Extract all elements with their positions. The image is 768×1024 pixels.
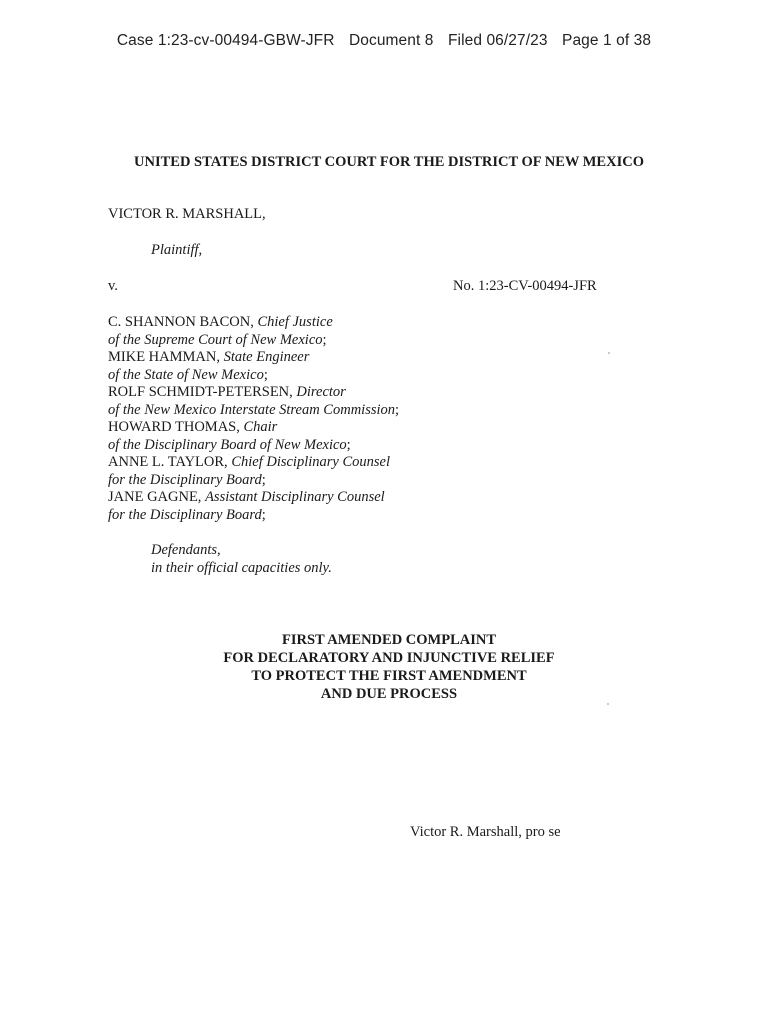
document-title-line: FIRST AMENDED COMPLAINT (281, 632, 497, 648)
defendant-name-line (108, 454, 399, 472)
scan-speck (607, 703, 609, 705)
defendant-name-line (108, 349, 399, 367)
defendant-name-line (108, 314, 399, 332)
defendant-org: for the Disciplinary Board (108, 471, 262, 488)
defendant-org: of the New Mexico Interstate Stream Commission (108, 401, 396, 418)
case-number: No. 1:23-CV-00494-JFR (453, 278, 597, 294)
defendant-org: for the Disciplinary Board (108, 506, 262, 523)
defendants-capacity: in their official capacities only. (151, 559, 332, 576)
filed-date: Filed 06/27/23 (447, 32, 548, 49)
document-title-line: FOR DECLARATORY AND INJUNCTIVE RELIEF (223, 650, 555, 666)
defendant-org: of the Disciplinary Board of New Mexico (108, 436, 347, 453)
defendant-name: C. SHANNON BACON, (108, 314, 258, 330)
defendant-org-line (108, 402, 399, 420)
plaintiff-name: VICTOR R. MARSHALL, (108, 206, 266, 222)
document-number: Document 8 (348, 32, 434, 49)
versus: v. (108, 278, 118, 294)
defendant-name: MIKE HAMMAN, (108, 349, 224, 365)
defendant-title: Assistant Disciplinary Counsel (205, 489, 385, 505)
line-end: ; (322, 331, 327, 348)
defendant-name: ANNE L. TAYLOR, (108, 454, 232, 470)
signature-line: Victor R. Marshall, pro se (410, 824, 561, 840)
defendant-org-line (108, 437, 399, 455)
document-title-line: TO PROTECT THE FIRST AMENDMENT (251, 668, 527, 684)
defendant-title: Chief Justice (257, 314, 333, 330)
defendant-name-line (108, 384, 399, 402)
defendants-role (151, 542, 332, 577)
line-end: ; (261, 471, 266, 488)
defendant-name: JANE GAGNE, (108, 489, 206, 505)
line-end: ; (395, 401, 400, 418)
defendant-org-line (108, 332, 399, 350)
case-identifier: Case 1:23-cv-00494-GBW-JFR (116, 32, 335, 49)
document-title-line: AND DUE PROCESS (320, 686, 458, 702)
defendant-org: of the Supreme Court of New Mexico (108, 331, 323, 348)
defendant-org-line (108, 472, 399, 490)
page-indicator: Page 1 of 38 (562, 32, 652, 49)
line-end: ; (261, 506, 266, 523)
line-end: ; (346, 436, 351, 453)
defendant-org: of the State of New Mexico (108, 366, 264, 383)
line-end: ; (263, 366, 268, 383)
defendant-title: Chair (243, 419, 278, 435)
defendants-role-label: Defendants, (151, 542, 221, 558)
defendant-title: Chief Disciplinary Counsel (231, 454, 390, 470)
defendant-name-line (108, 419, 399, 437)
defendant-title: State Engineer (223, 349, 310, 365)
scan-speck (608, 352, 610, 354)
defendant-name: ROLF SCHMIDT-PETERSEN, (108, 384, 297, 400)
document-title (0, 631, 768, 703)
ecf-header-stamp (0, 32, 768, 50)
defendants-list (108, 314, 399, 524)
defendant-name-line (108, 489, 399, 507)
defendant-org-line (108, 507, 399, 525)
plaintiff-role: Plaintiff, (151, 242, 203, 258)
defendant-org-line (108, 367, 399, 385)
defendant-title: Director (296, 384, 346, 400)
defendant-name: HOWARD THOMAS, (108, 419, 244, 435)
court-title: UNITED STATES DISTRICT COURT FOR THE DISTRICT OF NEW MEXICO (134, 154, 644, 170)
